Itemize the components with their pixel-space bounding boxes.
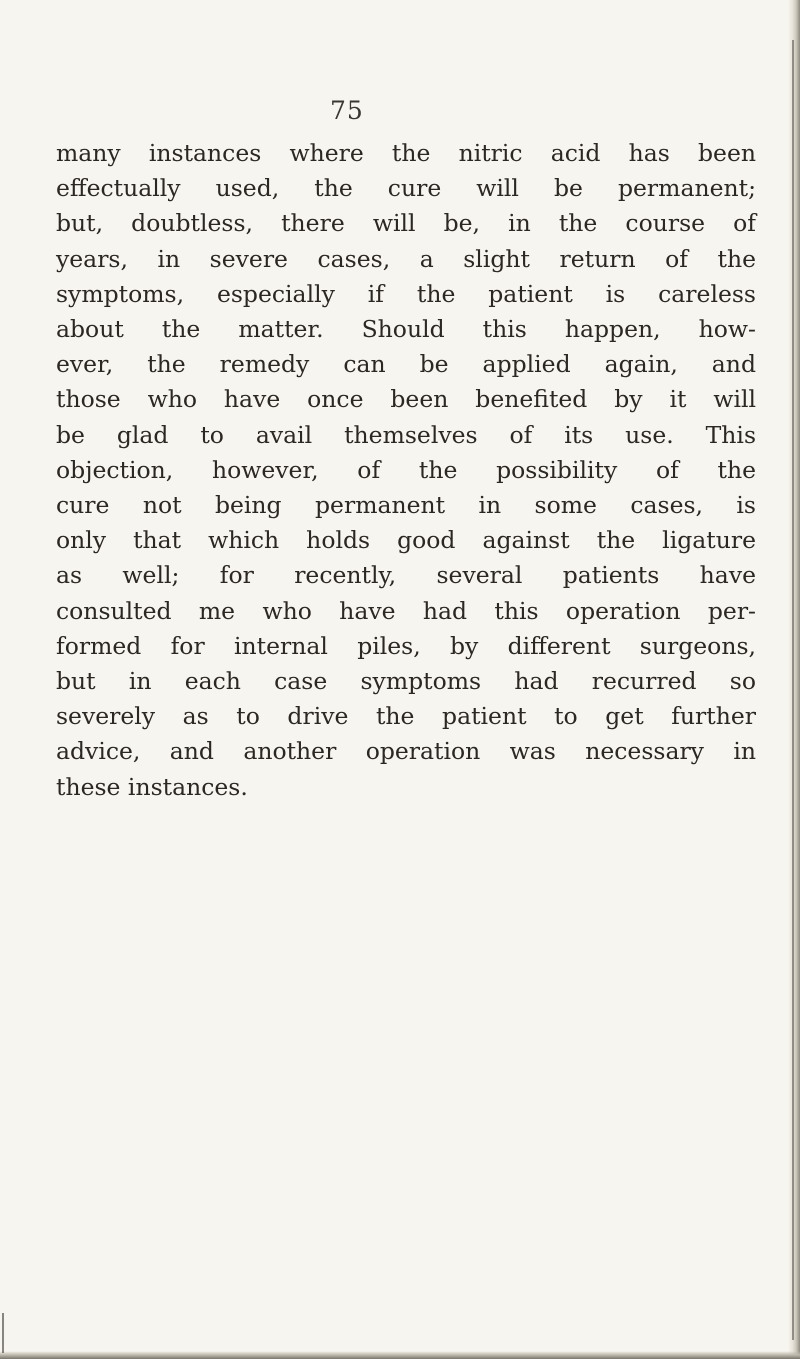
page-bottom-edge bbox=[0, 1351, 800, 1359]
text-line: severely as to drive the patient to get further bbox=[56, 702, 756, 731]
text-line: objection, however, of the possibility of the bbox=[56, 455, 756, 484]
text-line: many instances where the nitric acid has been bbox=[56, 139, 756, 167]
text-line: but, doubtless, there will be, in the course of bbox=[56, 209, 756, 238]
text-line: but in each case symptoms had recurred so bbox=[56, 667, 756, 696]
text-line-last: these instances. bbox=[56, 772, 248, 801]
text-line: as well; for recently, several patients have bbox=[56, 561, 756, 590]
page-number: 75 bbox=[330, 96, 364, 125]
page-corner-mark bbox=[2, 1313, 4, 1353]
page-edge-shadow bbox=[788, 0, 800, 1359]
text-line: consulted me who have had this operation per- bbox=[56, 596, 756, 625]
text-line: symptoms, especially if the patient is careless bbox=[56, 279, 756, 308]
text-line: effectually used, the cure will be permanent; bbox=[56, 174, 756, 203]
text-line: formed for internal piles, by different surgeons, bbox=[56, 631, 756, 660]
body-paragraph bbox=[56, 136, 756, 805]
page-edge-line bbox=[792, 40, 794, 1340]
text-line: be glad to avail themselves of its use. This bbox=[56, 420, 756, 449]
text-line: cure not being permanent in some cases, is bbox=[56, 491, 756, 520]
text-line: years, in severe cases, a slight return of the bbox=[56, 244, 756, 273]
text-line: advice, and another operation was necessary in bbox=[56, 737, 756, 766]
text-line: about the matter. Should this happen, how- bbox=[56, 315, 756, 344]
text-line: only that which holds good against the ligature bbox=[56, 526, 756, 555]
text-line: ever, the remedy can be applied again, and bbox=[56, 350, 756, 379]
text-line: those who have once been benefited by it will bbox=[56, 385, 756, 414]
